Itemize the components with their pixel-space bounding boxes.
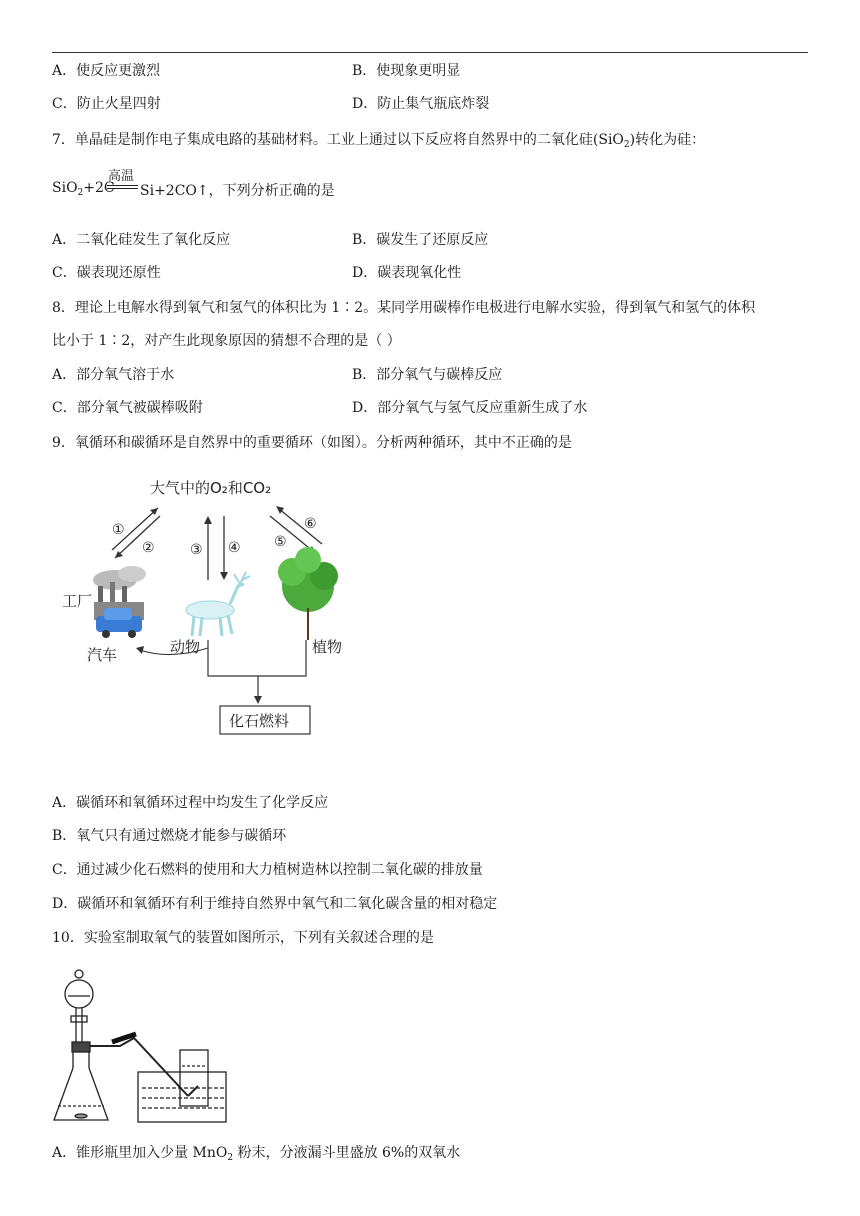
q6-option-b[interactable]: B．使现象更明显 [352,63,461,79]
q8-stem-line2: 比小于 1∶2，对产生此现象原因的猜想不合理的是（ ） [52,333,401,349]
q9-option-d[interactable]: D．碳循环和氧循环有利于维持自然界中氧气和二氧化碳含量的相对稳定 [52,896,498,912]
animal-label: 动物 [170,638,201,656]
svg-text:①: ① [112,522,125,538]
q7-option-c[interactable]: C．碳表现还原性 [52,265,161,281]
q8-option-c[interactable]: C．部分氧气被碳棒吸附 [52,400,203,416]
svg-text:⑥: ⑥ [304,516,317,532]
q9-stem: 9．氧循环和碳循环是自然界中的重要循环（如图）。分析两种循环，其中不正确的是 [52,435,572,451]
conical-flask-icon [54,1042,108,1120]
factory-label: 工厂 [62,592,93,610]
svg-text:②: ② [142,540,155,556]
q6-option-d[interactable]: D．防止集气瓶底炸裂 [352,96,490,112]
q7-option-d[interactable]: D．碳表现氧化性 [352,265,462,281]
q7-option-a[interactable]: A．二氧化硅发生了氧化反应 [52,232,231,248]
q7-equation: SiO$_2$+2C 高温 Si+2CO↑，下列分析正确的是 [52,168,612,204]
q6-option-a[interactable]: A．使反应更激烈 [52,63,161,79]
header-rule [52,52,808,53]
q7-stem: 7．单晶硅是制作电子集成电路的基础材料。工业上通过以下反应将自然界中的二氧化硅(SiO$_2$)转化为硅： [52,132,706,150]
q8-option-b[interactable]: B．部分氧气与碳棒反应 [352,367,503,383]
double-arrow-equals [107,185,138,189]
plant-label: 植物 [312,638,343,656]
q8-option-d[interactable]: D．部分氧气与氢气反应重新生成了水 [352,400,588,416]
car-label: 汽车 [87,646,118,664]
svg-text:③: ③ [190,542,203,558]
q9-option-b[interactable]: B．氧气只有通过燃烧才能参与碳循环 [52,828,287,844]
water-trough-icon [138,1050,226,1122]
q7-option-b[interactable]: B．碳发生了还原反应 [352,232,489,248]
q8-stem-line1: 8．理论上电解水得到氧气和氢气的体积比为 1∶2。某同学用碳棒作电极进行电解水实验，得到氧气和氢气的体积 [52,300,756,316]
q10-stem: 10．实验室制取氧气的装置如图所示，下列有关叙述合理的是 [52,930,434,946]
oxygen-apparatus-diagram [50,964,240,1130]
svg-text:⑤: ⑤ [274,534,287,550]
plant-icon [278,547,338,640]
fossil-fuel-label: 化石燃料 [229,712,290,730]
q9-option-c[interactable]: C．通过减少化石燃料的使用和大力植树造林以控制二氧化碳的排放量 [52,862,483,878]
separatory-funnel-icon [65,970,93,1044]
q9-option-a[interactable]: A．碳循环和氧循环过程中均发生了化学反应 [52,795,329,811]
cycle-diagram [60,468,360,748]
reaction-condition: 高温 [108,169,135,184]
q8-option-a[interactable]: A．部分氧气溶于水 [52,367,175,383]
svg-text:④: ④ [228,540,241,556]
atmosphere-label: 大气中的O₂和CO₂ [150,479,272,497]
animal-icon [186,572,250,636]
q10-option-a[interactable]: A．锥形瓶里加入少量 MnO$_2$ 粉末，分液漏斗里盛放 6%的双氧水 [52,1145,461,1163]
q6-option-c[interactable]: C．防止火星四射 [52,96,161,112]
